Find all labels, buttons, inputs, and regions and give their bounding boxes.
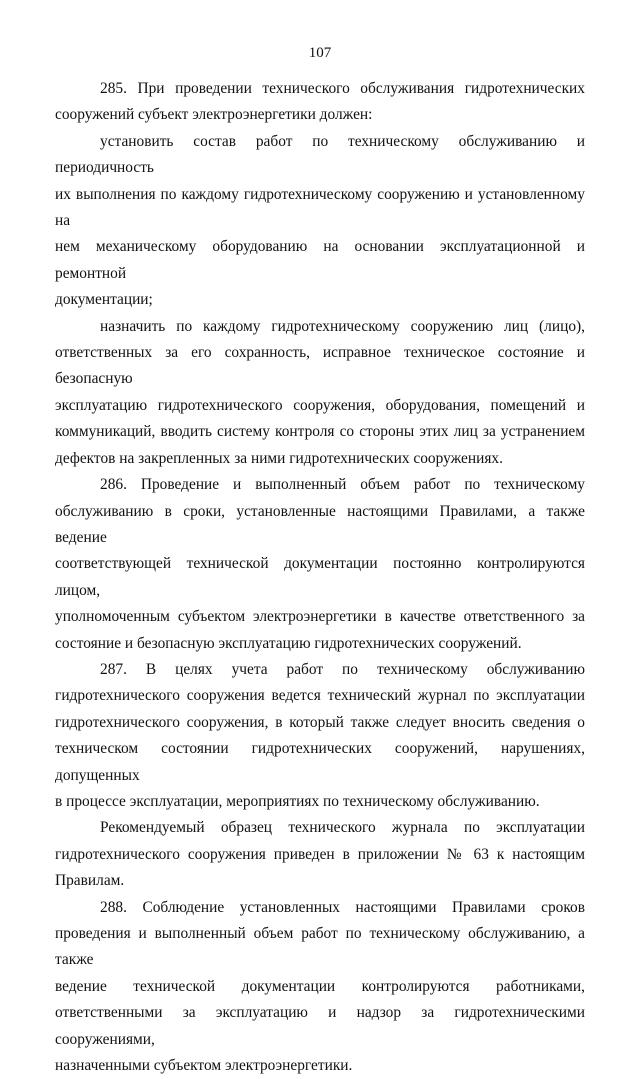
- text-line: назначенными субъектом электроэнергетики.: [55, 1057, 353, 1075]
- text-line: назначить по каждому гидротехническому сооружению лиц (лицо),: [100, 317, 585, 335]
- paragraph-285-item-1: [55, 129, 585, 314]
- paragraph-287: [55, 657, 585, 815]
- document-body: [55, 76, 585, 1079]
- text-line: 288. Соблюдение установленных настоящими Правилами сроков: [100, 898, 585, 916]
- text-line: эксплуатацию гидротехнического сооружения, оборудования, помещений и: [55, 396, 585, 414]
- paragraph-286: [55, 472, 585, 657]
- text-line: 285. При проведении технического обслуживания гидротехнических: [100, 80, 585, 97]
- text-line: установить состав работ по техническому обслуживанию и периодичность: [55, 132, 585, 177]
- text-line: Правилам.: [55, 872, 125, 890]
- text-line: ответственных за его сохранность, исправное техническое состояние и безопасную: [55, 344, 585, 388]
- text-line: соответствующей технической документации постоянно контролируются лицом,: [55, 555, 585, 599]
- paragraph-285: [55, 76, 585, 129]
- text-line: ведение технической документации контролируются работниками,: [55, 977, 585, 995]
- text-line: 286. Проведение и выполненный объем работ по техническому: [100, 476, 585, 494]
- text-line: уполномоченным субъектом электроэнергетики в качестве ответственного за: [55, 608, 585, 626]
- text-line: состояние и безопасную эксплуатацию гидротехнических сооружений.: [55, 634, 522, 652]
- text-line: коммуникаций, вводить систему контроля со стороны этих лиц за устранением: [55, 423, 585, 441]
- paragraph-287-recommendation: [55, 815, 585, 894]
- text-line: 287. В целях учета работ по техническому обслуживанию: [100, 660, 585, 678]
- paragraph-285-item-2: [55, 314, 585, 472]
- text-line: в процессе эксплуатации, мероприятиях по техническому обслуживанию.: [55, 792, 540, 810]
- text-line: их выполнения по каждому гидротехническому сооружению и установленному на: [55, 185, 585, 230]
- text-line: обслуживанию в сроки, установленные настоящими Правилами, а также ведение: [55, 502, 585, 546]
- paragraph-288: [55, 895, 585, 1079]
- text-line: проведения и выполненный объем работ по техническому обслуживанию, а также: [55, 925, 585, 969]
- text-line: сооружений субъект электроэнергетики должен:: [55, 106, 373, 124]
- text-line: гидротехнического сооружения, в который также следует вносить сведения о: [55, 713, 585, 731]
- text-line: ответственными за эксплуатацию и надзор за гидротехническими сооружениями,: [55, 1004, 585, 1048]
- text-line: Рекомендуемый образец технического журнала по эксплуатации: [100, 819, 585, 837]
- page-number: 107: [308, 45, 332, 61]
- text-line: дефектов на закрепленных за ними гидротехнических сооружениях.: [55, 449, 503, 467]
- text-line: документации;: [55, 291, 153, 309]
- text-line: техническом состоянии гидротехнических сооружений, нарушениях, допущенных: [55, 740, 585, 784]
- text-line: гидротехнического сооружения ведется технический журнал по эксплуатации: [55, 687, 585, 705]
- text-line: нем механическому оборудованию на основании эксплуатационной и ремонтной: [55, 238, 585, 282]
- text-line: гидротехнического сооружения приведен в приложении № 63 к настоящим: [55, 845, 585, 863]
